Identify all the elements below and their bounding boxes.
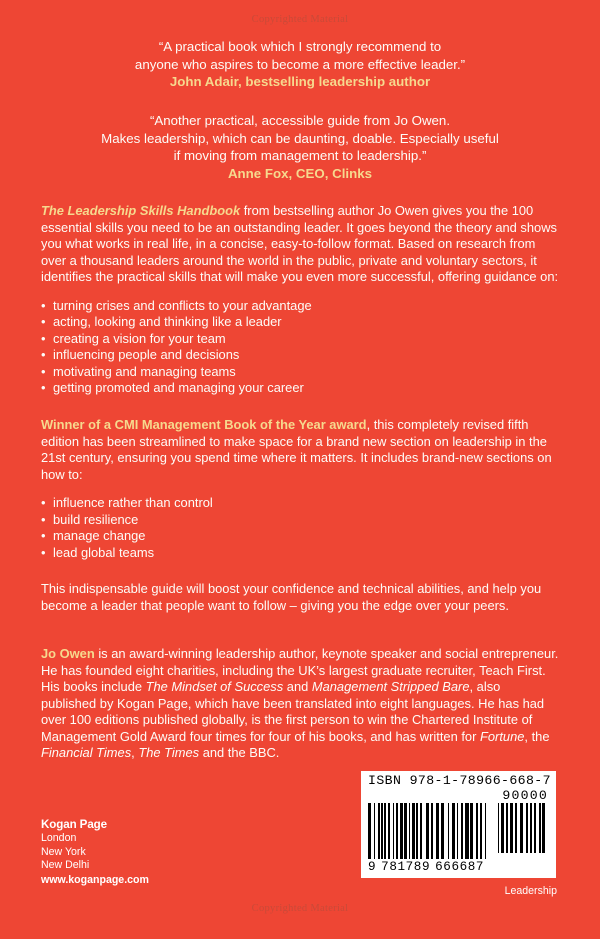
list-item: • manage change — [41, 528, 559, 545]
quote-attribution: John Adair, bestselling leadership author — [169, 74, 431, 90]
ean13-bars — [368, 803, 490, 859]
category-label: Leadership — [504, 885, 557, 897]
list-item: • creating a vision for your team — [41, 331, 559, 348]
endorsement-quote — [40, 112, 560, 183]
blurb-paragraph-1-text: from bestselling author Jo Owen gives you the 100 essential skills you need to be an outstanding leader. It goes beyond the theory and shows you what works in real life, in a concise, easy-to-follow format. Based on research from over a thousand leaders around the world in the public, private and voluntary sectors, it identifies the practical skills that will make you even more successful, offering guidance on: — [41, 203, 559, 284]
quote-line: anyone who aspires to become a more effective leader.” — [134, 56, 466, 72]
blurb-paragraph-2-text: , this completely revised fifth edition has been streamlined to make space for a brand new section on leadership in the 21st century, ensuring you spend time where it matters. It includes brand-new sections on how to: — [41, 417, 552, 482]
barcode-bars-row — [368, 803, 550, 863]
feature-list-primary — [41, 298, 559, 398]
ean-group-2: 666687 — [435, 860, 485, 874]
list-item: • acting, looking and thinking like a leader — [41, 314, 559, 331]
isbn-text — [368, 774, 550, 788]
author-bio-seg-6: and the BBC. — [199, 745, 280, 761]
spacer — [41, 397, 559, 417]
publisher-name: Kogan Page — [41, 818, 107, 831]
spacer — [41, 614, 559, 634]
isbn-number: 978-1-78966-668-7 — [409, 773, 551, 788]
quote-line: “Another practical, accessible guide from Jo Owen. — [149, 113, 451, 129]
publisher-city: New Delhi — [41, 859, 90, 872]
quote-line: “A practical book which I strongly recommend to — [158, 39, 442, 54]
publisher-city: London — [41, 832, 77, 845]
referenced-publication: Financial Times — [41, 745, 132, 761]
award-highlight: Winner of a CMI Management Book of the Year award — [41, 417, 367, 433]
publisher-city: New York — [41, 845, 86, 858]
author-name: Jo Owen — [41, 646, 95, 662]
list-item: • lead global teams — [41, 545, 559, 562]
blurb-body — [41, 203, 559, 762]
publisher-block — [41, 818, 149, 887]
barcode-addon-digits: 90000 — [502, 788, 548, 803]
spacer — [41, 634, 559, 646]
referenced-book-title: Management Stripped Bare — [311, 679, 470, 695]
ean-lead-digit: 9 — [368, 860, 377, 874]
author-bio — [41, 646, 559, 762]
list-item: • turning crises and conflicts to your advantage — [41, 298, 559, 315]
author-bio-seg-4: , the — [524, 728, 550, 744]
quote-line: Makes leadership, which can be daunting, doable. Especially useful — [101, 130, 499, 146]
list-item: • build resilience — [41, 512, 559, 529]
ean-group-1: 781789 — [381, 860, 431, 874]
spacer — [41, 561, 559, 581]
isbn-barcode — [361, 771, 556, 878]
author-bio-seg-1: is an award-winning leadership author, keynote speaker and social entrepreneur. He has founded eight charities, including the UK’s largest graduate recruiter, Teach First. His books include — [41, 646, 559, 695]
blurb-paragraph-3: This indispensable guide will boost your confidence and technical abilities, and help you become a leader that people want to follow – giving you the edge over your peers. — [41, 581, 542, 613]
author-bio-seg-2: and — [283, 679, 312, 695]
referenced-publication: Fortune — [479, 728, 525, 744]
author-bio-seg-5: , — [131, 745, 139, 761]
publisher-website[interactable]: www.koganpage.com — [41, 873, 149, 886]
ean5-addon-bars — [498, 803, 546, 853]
copyright-watermark-bottom: Copyrighted Material — [251, 903, 349, 914]
list-item: • motivating and managing teams — [41, 364, 559, 381]
isbn-label: ISBN — [368, 773, 402, 788]
blurb-paragraph-1 — [41, 203, 559, 286]
author-bio-seg-3: , also published by Kogan Page, which have been translated into eight languages. He has had over 100 editions published globally, is the first person to win the Chartered Institute of Management Gold Award four times for four of his books, and has written for — [41, 679, 545, 744]
feature-list-secondary — [41, 495, 559, 561]
list-item: • getting promoted and managing your career — [41, 380, 559, 397]
referenced-publication: The Times — [138, 745, 200, 761]
quote-attribution: Anne Fox, CEO, Clinks — [227, 165, 373, 181]
book-title-inline: The Leadership Skills Handbook — [41, 203, 241, 218]
list-item: • influencing people and decisions — [41, 347, 559, 364]
blurb-paragraph-2 — [41, 417, 559, 483]
quote-line: if moving from management to leadership.” — [173, 148, 427, 164]
endorsement-quote — [40, 38, 560, 91]
list-item: • influence rather than control — [41, 495, 559, 512]
endorsements — [40, 38, 560, 204]
referenced-book-title: The Mindset of Success — [145, 679, 284, 695]
copyright-watermark-top: Copyrighted Material — [251, 14, 349, 25]
